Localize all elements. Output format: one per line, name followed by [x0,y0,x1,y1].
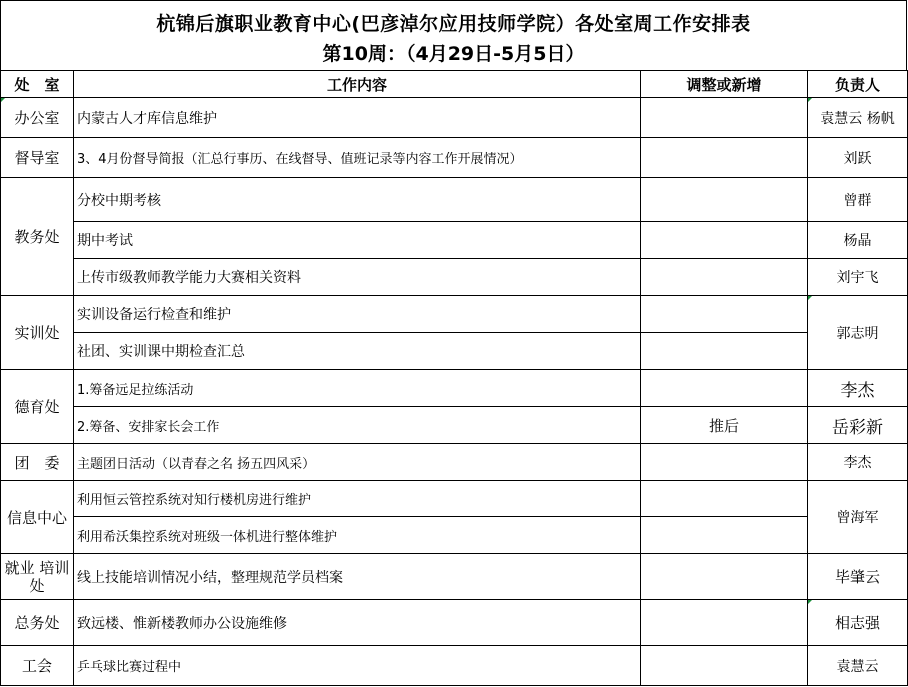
task-cell[interactable]: 3、4月份督导简报（汇总行事历、在线督导、值班记录等内容工作开展情况） [74,138,641,178]
dept-cell[interactable]: 督导室 [1,138,74,178]
table-row [1,517,908,554]
table-row [1,646,908,686]
adjust-cell[interactable] [641,517,808,554]
task-cell[interactable]: 乒乓球比赛过程中 [74,646,641,686]
adjust-cell[interactable] [641,98,808,138]
owner-cell[interactable]: 袁慧云 杨帆 [808,98,908,138]
adjust-cell[interactable] [641,600,808,646]
header-row [1,71,908,98]
header-adjust: 调整或新增 [641,71,808,98]
table-row [1,259,908,296]
dept-cell[interactable]: 信息中心 [1,481,74,554]
table-row [1,481,908,517]
dept-cell[interactable]: 总务处 [1,600,74,646]
owner-cell[interactable]: 相志强 [808,600,908,646]
owner-cell[interactable]: 郭志明 [808,296,908,370]
owner-cell[interactable]: 岳彩新 [808,407,908,444]
table-row [1,407,908,444]
adjust-cell[interactable]: 推后 [641,407,808,444]
adjust-cell[interactable] [641,178,808,222]
adjust-cell[interactable] [641,138,808,178]
adjust-cell[interactable] [641,296,808,333]
owner-cell[interactable]: 曾群 [808,178,908,222]
dept-cell[interactable]: 团 委 [1,444,74,481]
task-cell[interactable]: 主题团日活动（以青春之名 扬五四风采） [74,444,641,481]
adjust-cell[interactable] [641,370,808,407]
week-range: 第10周：（4月29日-5月5日） [322,43,585,65]
owner-cell[interactable]: 李杰 [808,444,908,481]
adjust-cell[interactable] [641,259,808,296]
dept-cell[interactable]: 实训处 [1,296,74,370]
dept-cell[interactable]: 办公室 [1,98,74,138]
adjust-cell[interactable] [641,646,808,686]
adjust-cell[interactable] [641,481,808,517]
task-cell[interactable]: 线上技能培训情况小结，整理规范学员档案 [74,554,641,600]
header-task: 工作内容 [74,71,641,98]
dept-cell[interactable]: 工会 [1,646,74,686]
table-row [1,444,908,481]
title-block [0,0,907,70]
task-cell[interactable]: 内蒙古人才库信息维护 [74,98,641,138]
owner-cell[interactable]: 曾海军 [808,481,908,554]
schedule-table [0,70,908,686]
dept-cell[interactable]: 就业 培训处 [1,554,74,600]
table-row [1,98,908,138]
table-row [1,178,908,222]
adjust-cell[interactable] [641,444,808,481]
task-cell[interactable]: 期中考试 [74,222,641,259]
header-dept: 处 室 [1,71,74,98]
header-owner: 负责人 [808,71,908,98]
adjust-cell[interactable] [641,333,808,370]
table-row [1,138,908,178]
table-row [1,296,908,333]
task-cell[interactable]: 实训设备运行检查和维护 [74,296,641,333]
task-cell[interactable]: 2.筹备、安排家长会工作 [74,407,641,444]
owner-cell[interactable]: 毕肇云 [808,554,908,600]
adjust-cell[interactable] [641,222,808,259]
sheet-title: 杭锦后旗职业教育中心(巴彦淖尔应用技师学院）各处室周工作安排表 [156,13,751,35]
task-cell[interactable]: 分校中期考核 [74,178,641,222]
task-cell[interactable]: 致远楼、惟新楼教师办公设施维修 [74,600,641,646]
owner-cell[interactable]: 袁慧云 [808,646,908,686]
adjust-cell[interactable] [641,554,808,600]
task-cell[interactable]: 社团、实训课中期检查汇总 [74,333,641,370]
table-row [1,554,908,600]
owner-cell[interactable]: 李杰 [808,370,908,407]
table-row [1,333,908,370]
dept-cell[interactable]: 教务处 [1,178,74,296]
owner-cell[interactable]: 杨晶 [808,222,908,259]
table-row [1,222,908,259]
dept-cell[interactable]: 德育处 [1,370,74,444]
task-cell[interactable]: 利用恒云管控系统对知行楼机房进行维护 [74,481,641,517]
owner-cell[interactable]: 刘跃 [808,138,908,178]
table-row [1,370,908,407]
task-cell[interactable]: 上传市级教师教学能力大赛相关资料 [74,259,641,296]
task-cell[interactable]: 利用希沃集控系统对班级一体机进行整体维护 [74,517,641,554]
task-cell[interactable]: 1.筹备远足拉练活动 [74,370,641,407]
owner-cell[interactable]: 刘宇飞 [808,259,908,296]
table-row [1,600,908,646]
